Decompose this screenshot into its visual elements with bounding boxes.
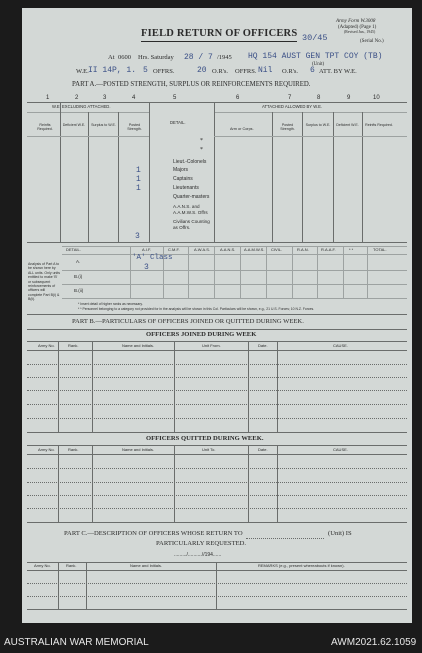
total-posted: 3: [135, 232, 140, 241]
offrs-value: 5: [143, 66, 148, 75]
col-head-deficient: Deficient W.E.: [62, 123, 86, 127]
unit-fill-line: [246, 538, 324, 539]
quitted-bottom-rule: [27, 522, 407, 523]
col-head-surplus: Surplus to W.E.: [91, 123, 116, 127]
we-label: W.E.: [76, 68, 89, 75]
row-label-bi: B.(i): [74, 274, 83, 279]
col-line: [149, 102, 150, 242]
col-head-reinfts-att: Reinfts Required.: [365, 123, 393, 127]
col-num-3: 3: [103, 95, 107, 101]
col-line: [60, 102, 61, 242]
detail-col: [266, 246, 267, 298]
asterisk-mark: *: [200, 138, 203, 144]
col-line: [333, 112, 334, 242]
posted-captains: 1: [136, 175, 141, 184]
title-underline: [141, 41, 297, 42]
attached-allowed-label: ATTACHED ALLOWED BY W.E.: [262, 104, 323, 109]
quitted-head-rule: [27, 454, 407, 455]
ors-value: 20: [197, 66, 207, 75]
part-c-col-rank: Rank.: [66, 563, 77, 568]
date-value: 28 / 7: [184, 53, 213, 62]
detail-col: [317, 246, 318, 298]
footer-right: AWM2021.62.1059: [331, 637, 417, 648]
analysis-note: Analysis of Part A to be shown here by ALL units. Only units entitled to make 'B' or subsequent reinforcements of officers will complete Part B(i) & B(ii).: [28, 262, 60, 301]
row-label-bii: B.(ii): [74, 288, 84, 293]
row-line: [27, 390, 407, 391]
col-num-8: 8: [317, 95, 321, 101]
quitted-col-unit: Unit To.: [202, 447, 216, 452]
part-c-year: /194: [203, 552, 213, 558]
class-value: 3: [144, 263, 149, 272]
detail-head-0: DETAIL.: [66, 247, 81, 252]
row-line: [27, 508, 407, 509]
row-line: [27, 596, 407, 597]
part-c-col-line: [58, 562, 59, 609]
col-num-5: 5: [173, 95, 177, 101]
col-num-1: 1: [46, 95, 50, 101]
class-note: 'A' Class: [132, 254, 173, 262]
detail-col: [188, 246, 189, 298]
row-line: [27, 583, 407, 584]
detail-col: [292, 246, 293, 298]
quitted-col-army: Army No.: [38, 447, 55, 452]
part-a-bottom-rule: [27, 314, 407, 315]
part-c-line2: PARTICULARLY REQUESTED.: [156, 540, 247, 547]
serial-label: (Serial No.): [360, 39, 384, 44]
col-num-6: 6: [236, 95, 240, 101]
att-label: ATT. BY W.E.: [319, 68, 357, 75]
joined-title: OFFICERS JOINED DURING WEEK: [146, 331, 257, 338]
offrs-label-2: OFFRS.: [235, 68, 257, 75]
part-c-rule: [27, 562, 407, 563]
rank-civilians: Civilians Counting as Offrs.: [173, 219, 210, 230]
form-title: FIELD RETURN OF OFFICERS: [141, 28, 298, 39]
joined-col-line: [174, 341, 175, 432]
detail-head-aif: A.I.F.: [142, 247, 152, 252]
form-revised: (Revised Jan., 1945): [344, 30, 376, 34]
part-c-bottom-rule: [27, 609, 407, 610]
quitted-col-rank: Rank.: [68, 447, 79, 452]
detail-col: [130, 246, 131, 298]
rank-majors: Majors: [173, 167, 189, 173]
rank-lieutenants: Lieutenants: [173, 185, 199, 191]
part-a-top-rule: [27, 102, 407, 103]
col-num-10: 10: [373, 95, 380, 101]
joined-col-name: Name and Initials.: [122, 343, 155, 348]
form-adapted: (Adapted) (Page 1): [338, 25, 377, 30]
detail-col: [343, 246, 344, 298]
col-line: [118, 112, 119, 242]
col-line: [88, 112, 89, 242]
joined-rule: [27, 341, 407, 342]
joined-col-cause: CAUSE.: [333, 343, 348, 348]
detail-rule: [62, 270, 407, 271]
serial-value: 30/45: [302, 33, 328, 43]
part-c-unit-is: (Unit) IS: [328, 530, 352, 537]
joined-col-date: Date.: [258, 343, 268, 348]
detail-head-other: * *: [349, 247, 354, 252]
we-value: II 14P, 1.: [88, 66, 137, 75]
part-c-heading: PART C.—DESCRIPTION OF OFFICERS WHOSE RETURN TO: [64, 530, 243, 537]
detail-head-aamws: A.A.M.W.S.: [244, 247, 265, 252]
detail-head-cmf: C.M.F.: [168, 247, 180, 252]
part-b-heading: PART B.—PARTICULARS OF OFFICERS JOINED OR QUITTED DURING WEEK.: [72, 318, 304, 325]
quitted-col-date: Date.: [258, 447, 268, 452]
part-c-head-rule: [27, 570, 407, 571]
form-page: [22, 8, 412, 623]
quitted-title: OFFICERS QUITTED DURING WEEK.: [146, 435, 264, 442]
detail-head-total: TOTAL.: [373, 247, 387, 252]
part-c-col-army: Army No.: [34, 563, 51, 568]
footer-left: AUSTRALIAN WAR MEMORIAL: [4, 637, 149, 648]
col-head-deficient-att: Deficient W.E.: [336, 123, 359, 127]
detail-head-awas: A.W.A.S.: [194, 247, 211, 252]
part-c-col-line: [216, 562, 217, 609]
col-head-posted-att: Posted Strength.: [280, 123, 295, 131]
time-value: 0600: [118, 54, 131, 61]
quitted-rule: [27, 445, 407, 446]
detail-head-aans: A.A.N.S.: [220, 247, 236, 252]
part-a-heading: PART A.—POSTED STRENGTH, SURPLUS OR REINFORCEMENTS REQUIRED.: [72, 81, 311, 88]
joined-col-rank: Rank.: [68, 343, 79, 348]
col-head-posted: Posted Strength.: [127, 123, 142, 131]
quitted-col-line: [58, 445, 59, 522]
hrs-label: Hrs. Saturday: [138, 54, 174, 61]
detail-head-raaf: R.A.A.F.: [321, 247, 336, 252]
row-line: [27, 404, 407, 405]
part-c-date: ........./..........//194......: [174, 552, 222, 558]
row-line: [27, 495, 407, 496]
joined-col-line: [92, 341, 93, 432]
detail-head-civil: CIVIL.: [271, 247, 283, 252]
ors-label-2: O.R's.: [282, 68, 298, 75]
col-line: [272, 112, 273, 242]
rank-aans: A.A.N.S. and A.A.M.W.S. Offrs: [173, 204, 208, 215]
rank-qm: Quarter-masters: [173, 194, 210, 200]
col-head-reinfts: Reinfts Required.: [37, 123, 53, 131]
quitted-col-name: Name and Initials.: [122, 447, 155, 452]
quitted-col-line: [277, 445, 278, 522]
quitted-col-cause: CAUSE.: [333, 447, 348, 452]
joined-col-line: [58, 341, 59, 432]
quitted-col-line: [174, 445, 175, 522]
asterisk-mark: *: [200, 147, 203, 153]
rank-lt-col: Lieut.-Colonels: [173, 159, 207, 165]
detail-col: [367, 246, 368, 298]
col-num-2: 2: [75, 95, 79, 101]
col-num-7: 7: [288, 95, 292, 101]
row-line: [27, 482, 407, 483]
row-line: [27, 418, 407, 419]
row-line: [27, 377, 407, 378]
row-line: [27, 468, 407, 469]
joined-col-line: [277, 341, 278, 432]
joined-bottom-rule: [27, 432, 407, 433]
att-value: 6: [310, 66, 315, 75]
joined-head-rule: [27, 350, 407, 351]
head-rule: [214, 136, 407, 137]
joined-col-line: [248, 341, 249, 432]
row-label-a: A.: [76, 259, 81, 264]
detail-rule: [62, 298, 407, 299]
detail-rule: [62, 254, 407, 255]
detail-col: [240, 246, 241, 298]
row-line: [27, 364, 407, 365]
posted-majors: 1: [136, 166, 141, 175]
detail-head-ran: R.A.N.: [297, 247, 309, 252]
head-rule: [27, 136, 149, 137]
we-excluding-label: W.E. EXCLUDING ATTACHED.: [52, 104, 111, 109]
totals-rule: [27, 242, 407, 243]
offrs-value-2: Nil: [258, 66, 273, 75]
footnote-1: * Insert detail of higher ranks as necessary.: [78, 302, 143, 306]
col-head-surplus-att: Surplus to W.E.: [305, 123, 331, 127]
part-c-col-remarks: REMARKS (e.g., present whereabouts if known).: [258, 563, 345, 568]
sub-rule-right: [214, 112, 407, 113]
part-c-col-line: [86, 562, 87, 609]
footnote-2: * * Personnel belonging to a category not provided for in the analysis will be shown in this Col. Particulars will be shown, e.g., 21 U.S. Forces; 10 N.Z. Forces.: [78, 307, 315, 311]
part-c-col-name: Name and Initials.: [130, 563, 163, 568]
quitted-col-line: [92, 445, 93, 522]
offrs-label: OFFRS.: [153, 68, 175, 75]
ors-label: O.R's.: [212, 68, 228, 75]
at-label: At: [108, 54, 115, 61]
year-value: /1945: [217, 54, 232, 61]
unit-value: HQ 154 AUST GEN TPT COY (TB): [248, 52, 383, 61]
col-head-detail: DETAIL.: [170, 120, 186, 125]
col-line: [302, 112, 303, 242]
unit-label: (Unit): [312, 62, 325, 67]
col-head-arm: Arm or Corps.: [230, 127, 254, 131]
joined-col-unit: Unit From.: [202, 343, 221, 348]
part-b-rule: [27, 329, 407, 330]
joined-col-army: Army No.: [38, 343, 55, 348]
col-num-9: 9: [347, 95, 351, 101]
form-id: Army Form W.3008: [336, 19, 376, 24]
col-line: [362, 112, 363, 242]
posted-lieutenants: 1: [136, 184, 141, 193]
col-num-4: 4: [132, 95, 136, 101]
quitted-col-line: [248, 445, 249, 522]
rank-captains: Captains: [173, 176, 193, 182]
detail-col: [214, 246, 215, 298]
detail-rule: [62, 284, 407, 285]
